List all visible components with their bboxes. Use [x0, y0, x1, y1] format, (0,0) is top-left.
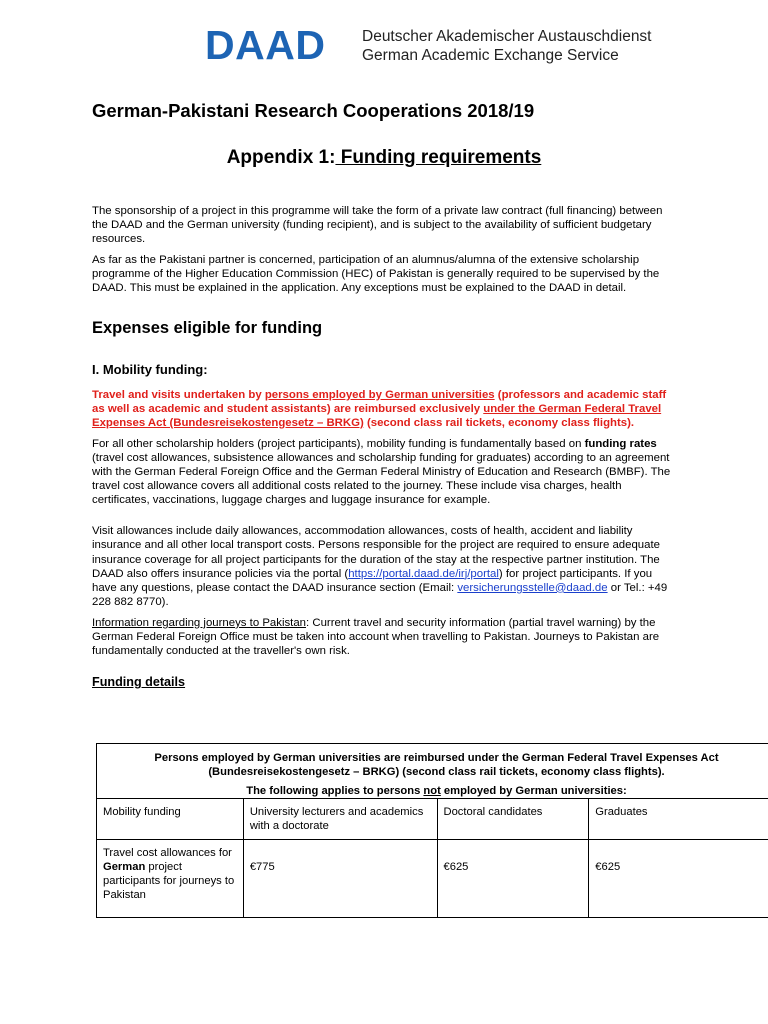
spacer	[92, 514, 674, 524]
visit-text-a: Visit allowances include daily allowances, accommodation allowances, costs of health, accident and liability insurance and all other local transport costs. Persons responsible for the project are required to ensure adequate insurance coverage for all project participants for the duration of the stay at the respective partner institution. The DAAD also offers insurance policies via the portal (	[92, 525, 660, 580]
mobility-text-a: For all other scholarship holders (project participants), mobility funding is fundamentally based on	[92, 437, 585, 450]
journey-text: : Current travel and security information (partial travel warning) by the German Federal Foreign Office must be taken into account when travelling to Pakistan. Journeys to Pakistan are fundamentally conducted at the traveller's own risk.	[92, 616, 660, 658]
table-row-label	[97, 840, 244, 918]
row-label-c: project participants for journeys to Pakistan	[103, 861, 235, 901]
table-header-cell: University lecturers and academics with a doctorate	[243, 799, 437, 840]
organization-name	[362, 27, 652, 65]
organization-name-de: Deutscher Akademischer Austauschdienst	[362, 28, 652, 45]
note2-text-a: The following applies to persons	[246, 785, 424, 797]
table-header-cell: Graduates	[589, 799, 768, 840]
section-heading-expenses: Expenses eligible for funding	[92, 318, 323, 337]
table-cell-value: €625	[589, 840, 768, 918]
funding-details-table	[96, 743, 768, 918]
portal-link[interactable]: https://portal.daad.de/irj/portal	[348, 567, 499, 580]
funding-details-heading: Funding details	[92, 675, 186, 690]
table-note-brkg: Persons employed by German universities are reimbursed under the German Federal Travel Expenses Act (Bundesreisekostengesetz – BRKG) (second class rail tickets, economy class flights).	[154, 752, 719, 778]
table-header-cell: Doctoral candidates	[437, 799, 589, 840]
row-label-a: Travel cost allowances for	[103, 847, 232, 859]
mobility-text-b: funding rates	[584, 437, 657, 450]
table-note-row	[97, 744, 768, 799]
brkg-text-d: under the German Federal Travel Expenses Act (Bundesreisekostengesetz – BRKG)	[92, 402, 662, 429]
brkg-text-a: Travel and visits undertaken by	[92, 388, 265, 401]
subheading-mobility-funding: I. Mobility funding:	[92, 361, 208, 377]
appendix-title	[0, 147, 768, 169]
journey-label: Information regarding journeys to Pakistan	[92, 616, 307, 629]
brkg-text-e: (second class rail tickets, economy class flights).	[363, 416, 635, 429]
organization-name-en: German Academic Exchange Service	[362, 47, 619, 64]
daad-logo: DAAD	[205, 22, 326, 68]
brkg-text-b: persons employed by German universities	[264, 388, 495, 401]
visit-allowances-paragraph	[92, 524, 674, 609]
table-note-cell	[97, 744, 768, 799]
document-body	[92, 204, 674, 695]
table-note-not-employed	[107, 784, 766, 798]
brkg-notice-paragraph	[92, 388, 674, 430]
visit-text-b: ) for project participants. If you have any questions, please contact the DAAD insurance section (Email:	[92, 567, 653, 594]
intro-paragraph-2: As far as the Pakistani partner is concerned, participation of an alumnus/alumna of the extensive scholarship programme of the Higher Education Commission (HEC) of Pakistan is generally required to be supervised by the DAAD. This must be explained in the application. Any exceptions must be explained to the DAAD in detail.	[92, 254, 660, 295]
note2-text-c: employed by German universities:	[440, 785, 627, 797]
table-cell-value: €775	[243, 840, 437, 918]
appendix-prefix: Appendix 1:	[226, 147, 336, 168]
brkg-text-c: (professors and academic staff as well as academic and student assistants) are reimbursed exclusively	[92, 388, 667, 415]
table-cell-value: €625	[437, 840, 589, 918]
note2-text-b: not	[423, 785, 441, 797]
appendix-label: Funding requirements	[335, 147, 542, 168]
table-header-row	[97, 799, 768, 840]
insurance-email-link[interactable]: versicherungsstelle@daad.de	[457, 581, 608, 594]
row-label-b: German	[103, 861, 146, 873]
mobility-funding-paragraph	[92, 437, 674, 507]
page-title: German-Pakistani Research Cooperations 2018/19	[92, 100, 535, 121]
mobility-text-c: (travel cost allowances, subsistence allowances and scholarship funding for graduates) according to an agreement with the German Federal Foreign Office and the German Federal Ministry of Education and Research (BMBF). The travel cost allowance covers all additional costs related to the journey. These include visa charges, health certificates, vaccinations, luggage charges and luggage insurance for example.	[92, 451, 671, 507]
intro-paragraph-1: The sponsorship of a project in this programme will take the form of a private law contract (full financing) between the DAAD and the German university (funding recipient), and is subject to the availability of sufficient budgetary resources.	[92, 205, 663, 246]
table-header-cell: Mobility funding	[97, 799, 244, 840]
table-row	[97, 840, 768, 918]
journey-info-paragraph	[92, 616, 674, 658]
visit-text-c: or Tel.: +49 228 882 8770).	[92, 581, 668, 608]
